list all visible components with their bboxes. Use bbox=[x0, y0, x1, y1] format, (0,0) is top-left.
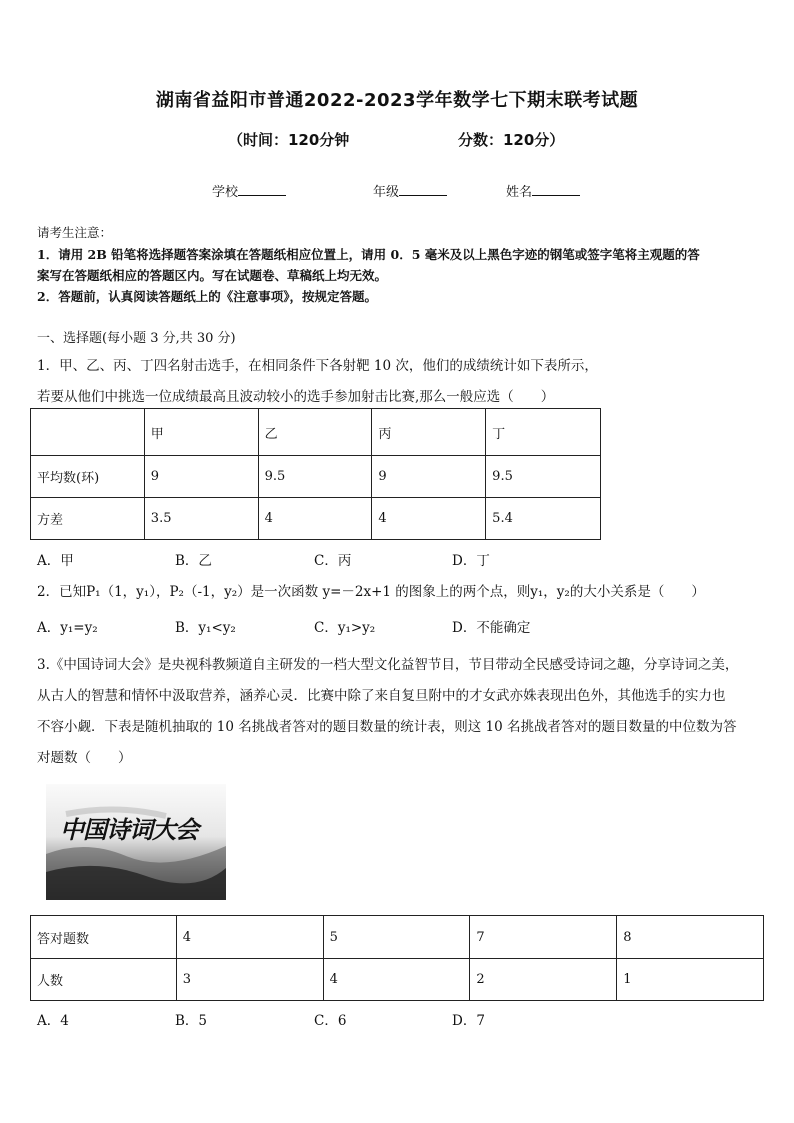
table-cell: 平均数(环) bbox=[31, 456, 145, 498]
table-cell: 7 bbox=[470, 916, 617, 959]
q2-option-d[interactable]: D．不能确定 bbox=[452, 620, 531, 636]
table-cell bbox=[31, 409, 145, 456]
name-label: 姓名 bbox=[506, 185, 533, 200]
poster-title: 中国诗词大会 bbox=[60, 815, 198, 844]
grade-label: 年级 bbox=[373, 185, 400, 200]
table-cell: 丁 bbox=[486, 409, 601, 456]
table-cell: 8 bbox=[617, 916, 764, 959]
q3-line-1: 3.《中国诗词大会》是央视科教频道自主研发的一档大型文化益智节目，节目带动全民感受诗词之趣，分享诗词之美， bbox=[37, 657, 739, 673]
table-row bbox=[31, 409, 601, 456]
table-cell: 乙 bbox=[258, 409, 372, 456]
school-field bbox=[212, 181, 286, 200]
table-cell: 人数 bbox=[31, 959, 177, 1001]
table-cell: 9.5 bbox=[486, 456, 601, 498]
q3-line-2: 从古人的智慧和情怀中汲取营养，涵养心灵．比赛中除了来自复旦附中的才女武亦姝表现出色外，其他选手的实力也 bbox=[37, 688, 726, 704]
table-cell: 丙 bbox=[372, 409, 486, 456]
poetry-conference-poster bbox=[46, 784, 226, 900]
table-row bbox=[31, 916, 764, 959]
notice-line-2: 2．答题前，认真阅读答题纸上的《注意事项》，按规定答题。 bbox=[37, 289, 377, 304]
q3-line-4: 对题数（ ） bbox=[37, 750, 132, 766]
name-field bbox=[506, 181, 580, 200]
table-row bbox=[31, 959, 764, 1001]
table-cell: 5 bbox=[323, 916, 470, 959]
q1-option-d[interactable]: D．丁 bbox=[452, 553, 490, 569]
q2-option-b[interactable]: B．y₁<y₂ bbox=[175, 620, 236, 636]
q1-table bbox=[30, 408, 601, 540]
notice-heading: 请考生注意： bbox=[37, 225, 113, 240]
table-cell: 3.5 bbox=[144, 498, 258, 540]
table-cell: 2 bbox=[470, 959, 617, 1001]
exam-time: （时间：120分钟 bbox=[228, 131, 350, 149]
table-cell: 1 bbox=[617, 959, 764, 1001]
q1-option-c[interactable]: C．丙 bbox=[314, 553, 352, 569]
table-cell: 9 bbox=[144, 456, 258, 498]
exam-title: 湖南省益阳市普通2022-2023学年数学七下期末联考试题 bbox=[155, 90, 639, 111]
table-cell: 5.4 bbox=[486, 498, 601, 540]
q1-line-2: 若要从他们中挑选一位成绩最高且波动较小的选手参加射击比赛,那么一般应选（ ） bbox=[37, 389, 555, 405]
section-heading: 一、选择题(每小题 3 分,共 30 分) bbox=[37, 331, 236, 346]
exam-score: 分数：120分） bbox=[458, 131, 565, 149]
table-cell: 9.5 bbox=[258, 456, 372, 498]
grade-blank bbox=[399, 183, 447, 196]
q3-option-a[interactable]: A．4 bbox=[37, 1013, 69, 1029]
q3-option-c[interactable]: C．6 bbox=[314, 1013, 347, 1029]
q1-option-b[interactable]: B．乙 bbox=[175, 553, 212, 569]
table-cell: 9 bbox=[372, 456, 486, 498]
table-cell: 答对题数 bbox=[31, 916, 177, 959]
grade-field bbox=[373, 181, 447, 200]
table-cell: 4 bbox=[176, 916, 323, 959]
table-cell: 3 bbox=[176, 959, 323, 1001]
school-blank bbox=[238, 183, 286, 196]
school-label: 学校 bbox=[212, 185, 239, 200]
name-blank bbox=[532, 183, 580, 196]
q2-line: 2．已知P₁（1，y₁），P₂（-1，y₂）是一次函数 y=－2x+1 的图象上的两个点，则y₁，y₂的大小关系是（ ） bbox=[37, 584, 705, 600]
q3-table bbox=[30, 915, 764, 1001]
q3-option-b[interactable]: B．5 bbox=[175, 1013, 208, 1029]
table-cell: 甲 bbox=[144, 409, 258, 456]
table-row bbox=[31, 456, 601, 498]
q2-option-a[interactable]: A．y₁=y₂ bbox=[37, 620, 98, 636]
notice-line-1a: 1．请用 2B 铅笔将选择题答案涂填在答题纸相应位置上，请用 0．5 毫米及以上黑色字迹的钢笔或签字笔将主观题的答 bbox=[37, 247, 700, 262]
table-cell: 4 bbox=[258, 498, 372, 540]
table-row bbox=[31, 498, 601, 540]
q3-line-3: 不容小觑．下表是随机抽取的 10 名挑战者答对的题目数量的统计表，则这 10 名挑战者答对的题目数量的中位数为答 bbox=[37, 719, 737, 735]
q3-option-d[interactable]: D．7 bbox=[452, 1013, 485, 1029]
table-cell: 4 bbox=[372, 498, 486, 540]
notice-line-1b: 案写在答题纸相应的答题区内。写在试题卷、草稿纸上均无效。 bbox=[37, 268, 388, 283]
q1-line-1: 1．甲、乙、丙、丁四名射击选手，在相同条件下各射靶 10 次，他们的成绩统计如下表所示， bbox=[37, 358, 598, 374]
q2-option-c[interactable]: C．y₁>y₂ bbox=[314, 620, 376, 636]
table-cell: 方差 bbox=[31, 498, 145, 540]
table-cell: 4 bbox=[323, 959, 470, 1001]
q1-option-a[interactable]: A．甲 bbox=[37, 553, 74, 569]
